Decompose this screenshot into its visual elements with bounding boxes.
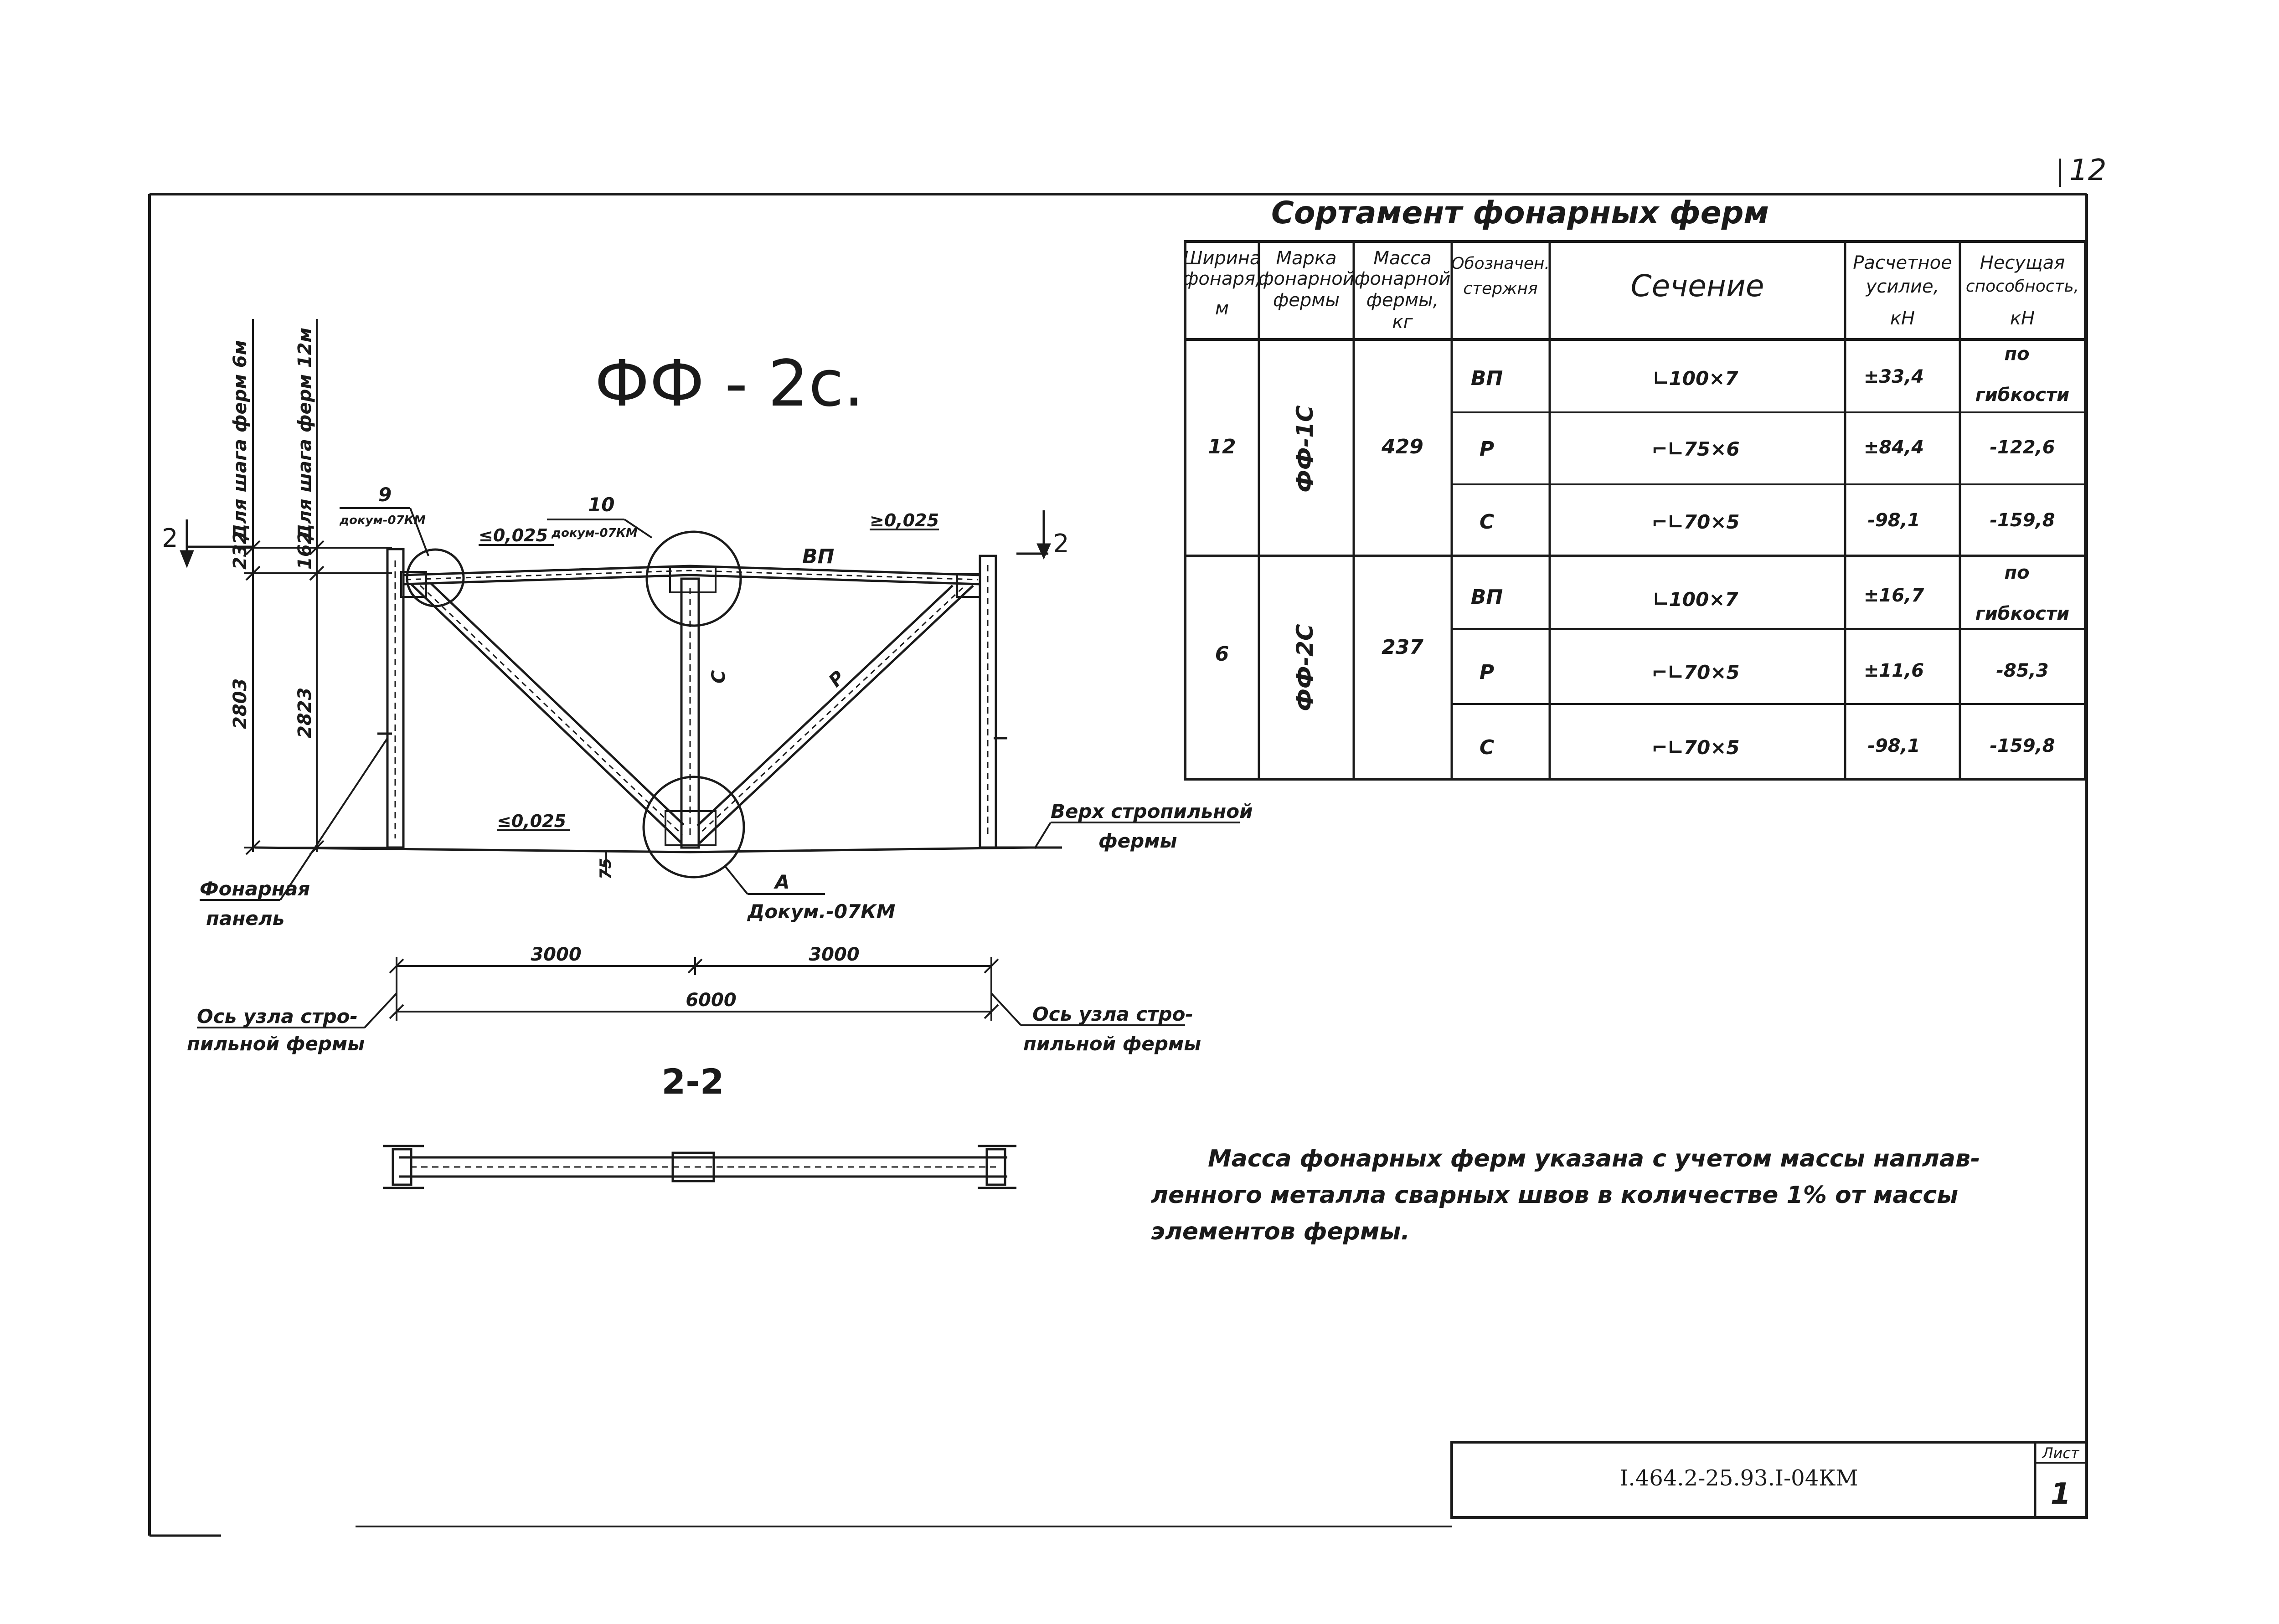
header-force-1: Расчетное bbox=[1853, 252, 1952, 273]
header-width-3: м bbox=[1215, 298, 1229, 319]
group1-row2-cap: -122,6 bbox=[1990, 437, 2055, 458]
drawing-title: ФФ - 2с. bbox=[594, 347, 864, 421]
header-capacity-2: способность, bbox=[1965, 277, 2079, 296]
label-axis-right-2: пильной фермы bbox=[1023, 1033, 1201, 1055]
note-line-3: элементов фермы. bbox=[1151, 1218, 1410, 1245]
table-group-2 bbox=[1215, 562, 2070, 759]
group2-row1-member: ВП bbox=[1470, 586, 1503, 609]
node-9: 9 bbox=[378, 483, 392, 506]
group1-row2-section: ⌐∟75×6 bbox=[1651, 438, 1740, 460]
vertical-dimensions bbox=[244, 319, 401, 854]
title-block-sheet-label: Лист bbox=[2042, 1444, 2079, 1462]
label-pitch-12: Для шага ферм 12м bbox=[294, 327, 315, 540]
group1-row1-cap-1: по bbox=[2004, 344, 2030, 365]
node-9-doc: докум-07КМ bbox=[340, 514, 426, 527]
top-chord bbox=[403, 566, 980, 584]
group1-mass: 429 bbox=[1382, 435, 1423, 458]
header-capacity-1: Несущая bbox=[1980, 252, 2065, 273]
group2-mass: 237 bbox=[1382, 636, 1423, 659]
group1-row2-force: ±84,4 bbox=[1863, 437, 1924, 458]
table-header bbox=[1183, 248, 2079, 333]
header-width-1: Ширина bbox=[1183, 248, 1261, 269]
group2-row1-cap-2: гибкости bbox=[1975, 603, 2070, 624]
member-vp: ВП bbox=[802, 545, 835, 568]
label-axis-left-2: пильной фермы bbox=[187, 1033, 365, 1055]
gussets bbox=[401, 567, 980, 845]
table-group-1 bbox=[1208, 344, 2069, 534]
group1-row1-force: ±33,4 bbox=[1863, 366, 1924, 387]
node-10: 10 bbox=[588, 493, 615, 516]
horizontal-dim-labels bbox=[531, 944, 859, 1011]
group2-row1-section: ∟100×7 bbox=[1653, 588, 1738, 611]
dim-75: 75 bbox=[597, 858, 615, 879]
group2-row3-section: ⌐∟70×5 bbox=[1651, 736, 1740, 759]
header-mass-2: фонарной bbox=[1354, 268, 1451, 289]
dim-162: 162 bbox=[294, 531, 315, 570]
group2-row3-cap: -159,8 bbox=[1990, 735, 2055, 756]
header-section: Сечение bbox=[1630, 268, 1764, 303]
group2-row3-member: С bbox=[1479, 736, 1495, 759]
group2-row2-cap: -85,3 bbox=[1996, 660, 2049, 681]
roof-line bbox=[255, 848, 1062, 852]
dim-2803: 2803 bbox=[230, 678, 251, 729]
group1-row2-member: Р bbox=[1479, 437, 1495, 461]
group1-mark: ФФ-1С bbox=[1292, 405, 1318, 493]
group1-row3-section: ⌐∟70×5 bbox=[1651, 511, 1740, 533]
dim-6000: 6000 bbox=[686, 990, 737, 1011]
label-panel-2: панель bbox=[206, 907, 285, 930]
group1-row3-cap: -159,8 bbox=[1990, 510, 2055, 531]
group2-mark: ФФ-2С bbox=[1292, 624, 1318, 711]
node-10-doc: докум-07КМ bbox=[552, 526, 638, 540]
side-callout-leaders bbox=[197, 738, 1240, 1028]
group2-row3-force: -98,1 bbox=[1867, 735, 1920, 756]
slope-bottom: ≤0,025 bbox=[497, 811, 567, 831]
label-axis-right-1: Ось узла стро- bbox=[1032, 1003, 1193, 1025]
group1-width: 12 bbox=[1208, 435, 1236, 458]
header-member-2: стержня bbox=[1463, 279, 1538, 298]
header-mass-3: фермы, bbox=[1366, 290, 1439, 311]
label-axis-left-1: Ось узла стро- bbox=[197, 1005, 358, 1028]
section-mark-left: 2 bbox=[162, 524, 178, 553]
header-mass-1: Масса bbox=[1373, 248, 1432, 269]
slope-left: ≤0,025 bbox=[479, 525, 548, 545]
header-force-3: кН bbox=[1890, 308, 1915, 329]
truss-posts bbox=[377, 549, 1007, 848]
header-capacity-3: кН bbox=[2010, 308, 2035, 329]
side-callouts bbox=[187, 800, 1253, 1055]
label-top-1: Верх стропильной bbox=[1051, 800, 1253, 822]
slope-right: ≥0,025 bbox=[870, 510, 939, 530]
header-force-2: усилие, bbox=[1866, 276, 1939, 297]
dim-3000-left: 3000 bbox=[531, 944, 582, 965]
note-line-2: ленного металла сварных швов в количестве 1% от массы bbox=[1151, 1182, 1959, 1209]
dim-2823: 2823 bbox=[294, 687, 315, 738]
horizontal-dimensions bbox=[390, 957, 998, 1021]
header-mark-2: фонарной bbox=[1258, 268, 1355, 289]
section-mark-right: 2 bbox=[1053, 529, 1069, 559]
label-panel-1: Фонарная bbox=[200, 878, 310, 900]
label-pitch-6: Для шага ферм 6м bbox=[230, 340, 251, 540]
label-top-2: фермы bbox=[1098, 830, 1177, 852]
note bbox=[1151, 1145, 1980, 1245]
title-block-code: I.464.2-25.93.I-04КМ bbox=[1619, 1465, 1858, 1491]
header-member-1: Обозначен. bbox=[1451, 254, 1550, 273]
header-mass-4: кг bbox=[1392, 312, 1413, 333]
table-title: Сортамент фонарных ферм bbox=[1271, 195, 1769, 231]
header-width-2: фонаря, bbox=[1183, 268, 1261, 289]
member-r: Р bbox=[825, 667, 849, 692]
group1-row1-cap-2: гибкости bbox=[1975, 385, 2070, 406]
sheet-number: 12 bbox=[2069, 154, 2107, 187]
group2-row1-cap-1: по bbox=[2004, 562, 2030, 583]
title-block-sheet-value: 1 bbox=[2050, 1477, 2071, 1511]
dim-232: 232 bbox=[230, 531, 251, 570]
section-label: 2-2 bbox=[661, 1061, 724, 1102]
group1-row3-force: -98,1 bbox=[1867, 510, 1920, 531]
vertical-dim-labels bbox=[230, 328, 315, 738]
table-grid bbox=[1185, 242, 2085, 779]
section-2-2-plan bbox=[383, 1146, 1016, 1188]
node-a: А bbox=[775, 871, 790, 893]
header-mark-1: Марка bbox=[1276, 248, 1337, 269]
group2-row2-section: ⌐∟70×5 bbox=[1651, 661, 1740, 684]
group1-row3-member: С bbox=[1479, 510, 1495, 534]
truss-diagonals bbox=[410, 583, 973, 843]
group1-row1-section: ∟100×7 bbox=[1653, 367, 1738, 390]
group2-row2-member: Р bbox=[1479, 661, 1495, 684]
note-line-1: Масса фонарных ферм указана с учетом массы наплав- bbox=[1208, 1145, 1980, 1172]
dim-3000-right: 3000 bbox=[809, 944, 860, 965]
node-a-doc: Докум.-07КМ bbox=[748, 900, 896, 923]
header-mark-3: фермы bbox=[1273, 290, 1340, 311]
group2-row1-force: ±16,7 bbox=[1863, 585, 1924, 606]
group2-row2-force: ±11,6 bbox=[1863, 660, 1924, 681]
group2-width: 6 bbox=[1215, 642, 1229, 666]
group1-row1-member: ВП bbox=[1470, 367, 1503, 390]
member-s: С bbox=[708, 670, 729, 684]
